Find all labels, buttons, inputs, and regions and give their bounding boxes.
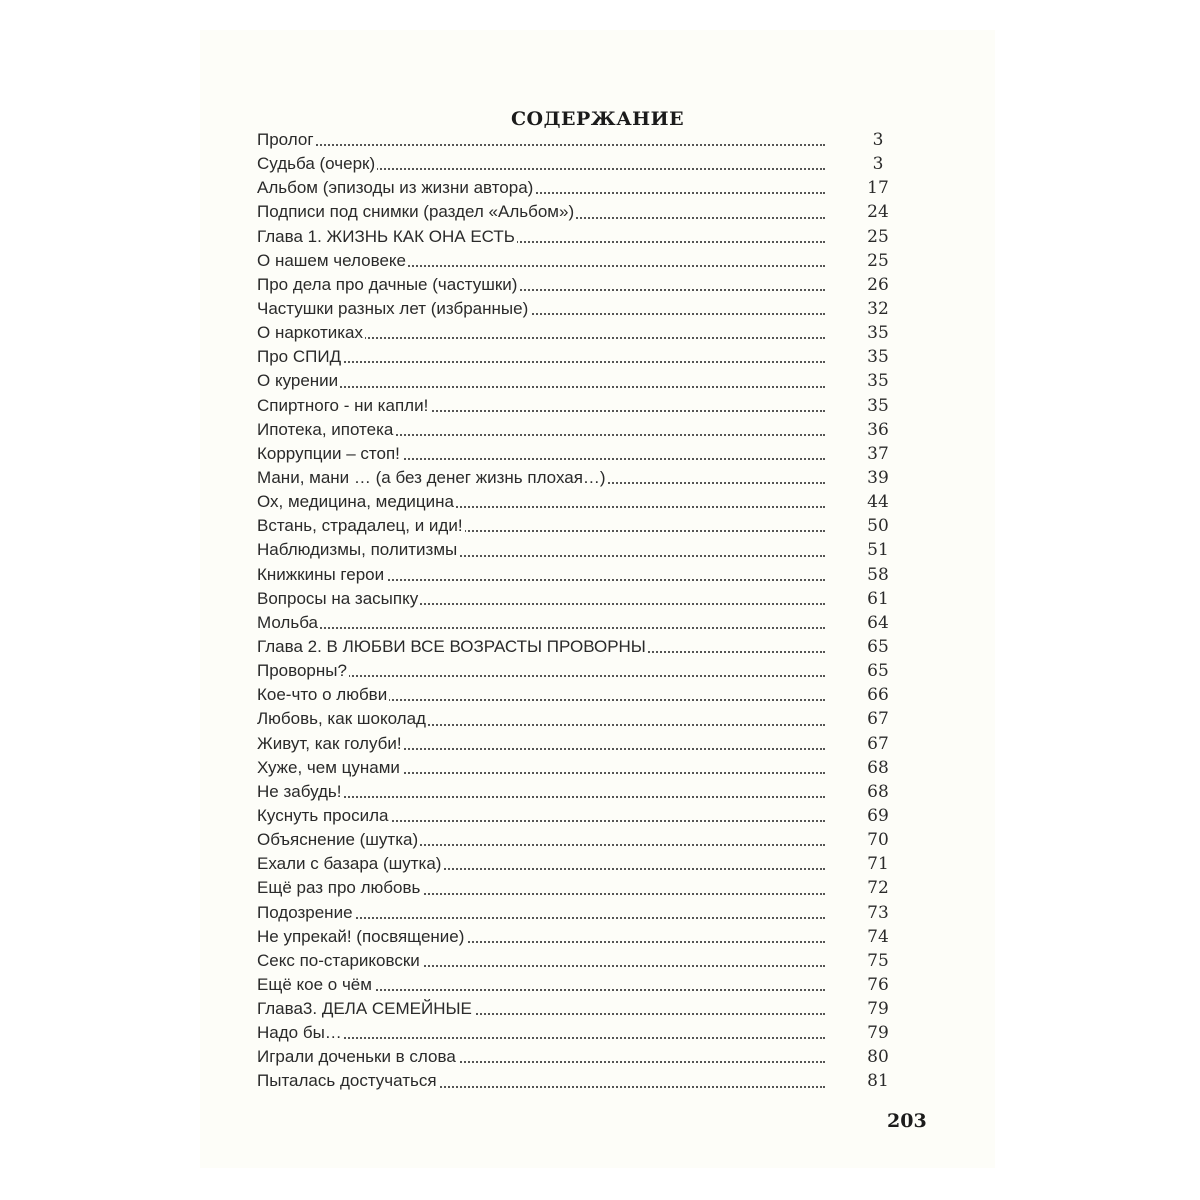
toc-entry [257,925,897,949]
toc-entry [257,780,897,804]
toc-entry [257,442,897,466]
toc-entry [257,152,897,176]
toc-entry-title: Пролог [257,128,316,152]
toc-entry-title: Хуже, чем цунами [257,756,402,780]
toc-entry-page: 81 [867,1071,889,1092]
toc-entry-page: 24 [867,202,889,223]
toc-entry-page: 32 [867,298,889,319]
toc-entry [257,1045,897,1069]
toc-entry-page: 67 [867,733,889,754]
toc-entry-title: Не забудь! [257,780,344,804]
toc-entry-page: 3 [872,154,884,175]
toc-entry [257,587,897,611]
toc-entry-page: 35 [867,323,889,344]
toc-entry-title: Ипотека, ипотека [257,418,395,442]
toc-entry-page: 65 [867,636,889,657]
toc-entry-page: 66 [867,685,889,706]
toc-entry-title: Вопросы на засыпку [257,587,420,611]
toc-entry-page: 64 [867,612,889,633]
toc-entry-title: Ох, медицина, медицина [257,490,456,514]
toc-entry [257,563,897,587]
toc-entry [257,538,897,562]
toc-entry-title: Подозрение [257,901,355,925]
toc-entry-title: Секс по-стариковски [257,949,422,973]
toc-entry-title: Надо бы… [257,1021,344,1045]
toc-entry-title: Куснуть просила [257,804,390,828]
toc-entry [257,249,897,273]
toc-entry-title: Коррупции – стоп! [257,442,402,466]
book-page [200,30,995,1168]
toc-entry-title: Ещё раз про любовь [257,876,422,900]
toc-entry-title: Книжкины герои [257,563,386,587]
toc-entry-title: Глава 2. В ЛЮБВИ ВСЕ ВОЗРАСТЫ ПРОВОРНЫ [257,635,648,659]
toc-entry [257,997,897,1021]
page-number: 203 [887,1110,927,1132]
toc-entry-page: 37 [867,443,889,464]
toc-entry [257,394,897,418]
toc-entry [257,804,897,828]
toc-entry-title: Наблюдизмы, политизмы [257,538,459,562]
page-title: СОДЕРЖАНИЕ [510,108,685,130]
toc-entry-page: 73 [867,902,889,923]
toc-entry-page: 72 [867,878,889,899]
toc-entry [257,973,897,997]
toc-entry-title: О нашем человеке [257,249,408,273]
dot-leader [257,625,825,629]
toc-entry-title: Мани, мани … (а без денег жизнь плохая…) [257,466,608,490]
toc-entry-page: 61 [867,588,889,609]
toc-entry-title: Про СПИД [257,345,343,369]
toc-entry-page: 35 [867,371,889,392]
toc-entry-title: Глава 1. ЖИЗНЬ КАК ОНА ЕСТЬ [257,225,517,249]
toc-entry-page: 58 [867,564,889,585]
toc-entry-page: 51 [867,540,889,561]
toc-entry-title: Не упрекай! (посвящение) [257,925,466,949]
toc-entry-page: 68 [867,781,889,802]
toc-entry-title: Ехали с базара (шутка) [257,852,443,876]
toc-entry-title: Спиртного - ни капли! [257,394,430,418]
toc-entry [257,756,897,780]
toc-entry-title: О курении [257,369,340,393]
toc-entry [257,321,897,345]
toc-entry-title: Глава3. ДЕЛА СЕМЕЙНЫЕ [257,997,474,1021]
toc-entry-page: 76 [867,974,889,995]
toc-entry [257,225,897,249]
toc-entry [257,514,897,538]
toc-entry-page: 70 [867,830,889,851]
toc-entry-page: 67 [867,709,889,730]
toc-entry [257,1021,897,1045]
toc-entry-title: Играли доченьки в слова [257,1045,458,1069]
toc-entry [257,852,897,876]
toc-entry-page: 79 [867,999,889,1020]
toc-entry [257,128,897,152]
toc-entry [257,297,897,321]
toc-entry-page: 69 [867,805,889,826]
toc-entry-title: Про дела про дачные (частушки) [257,273,519,297]
toc-entry-page: 39 [867,467,889,488]
toc-entry-title: Мольба [257,611,320,635]
toc-entry-page: 3 [872,130,884,150]
toc-entry [257,490,897,514]
toc-entry [257,876,897,900]
toc-entry-title: Подписи под снимки (раздел «Альбом») [257,200,576,224]
toc-entry-page: 65 [867,661,889,682]
toc-entry [257,901,897,925]
toc-entry-title: Проворны? [257,659,349,683]
toc-entry-page: 74 [867,926,889,947]
toc-entry-page: 36 [867,419,889,440]
toc-entry [257,828,897,852]
toc-entry [257,659,897,683]
toc-entry [257,273,897,297]
toc-entry-page: 25 [867,226,889,247]
toc-entry-title: Альбом (эпизоды из жизни автора) [257,176,535,200]
toc-entry-title: Встань, страдалец, и иди! [257,514,465,538]
toc-entry-page: 25 [867,250,889,271]
toc-entry-title: Пыталась достучаться [257,1069,439,1093]
toc-entry [257,176,897,200]
toc-entry-page: 68 [867,757,889,778]
toc-entry [257,1069,897,1093]
toc-entry-page: 79 [867,1023,889,1044]
dot-leader [257,142,825,146]
dot-leader [257,384,825,388]
toc-entry [257,611,897,635]
toc-entry-title: О наркотиках [257,321,365,345]
toc-entry [257,369,897,393]
toc-entry-page: 17 [867,178,889,199]
toc-entry-title: Частушки разных лет (избранные) [257,297,530,321]
toc-entry [257,732,897,756]
toc-entry [257,707,897,731]
toc-entry-page: 71 [867,854,889,875]
toc-entry-title: Кое-что о любви [257,683,389,707]
toc-entry [257,635,897,659]
toc-entry [257,418,897,442]
toc-entry-page: 50 [867,516,889,537]
table-of-contents [257,128,897,1094]
toc-entry-page: 35 [867,347,889,368]
toc-entry-title: Живут, как голуби! [257,732,404,756]
toc-entry-title: Судьба (очерк) [257,152,377,176]
toc-entry-title: Любовь, как шоколад [257,707,428,731]
toc-entry [257,345,897,369]
toc-entry-page: 75 [867,950,889,971]
toc-entry [257,466,897,490]
toc-entry [257,200,897,224]
toc-entry-title: Ещё кое о чём [257,973,374,997]
toc-entry-page: 44 [867,492,889,513]
toc-entry-page: 26 [867,274,889,295]
toc-entry [257,949,897,973]
toc-entry-page: 80 [867,1047,889,1068]
toc-entry-title: Объяснение (шутка) [257,828,420,852]
toc-entry [257,683,897,707]
toc-entry-page: 35 [867,395,889,416]
